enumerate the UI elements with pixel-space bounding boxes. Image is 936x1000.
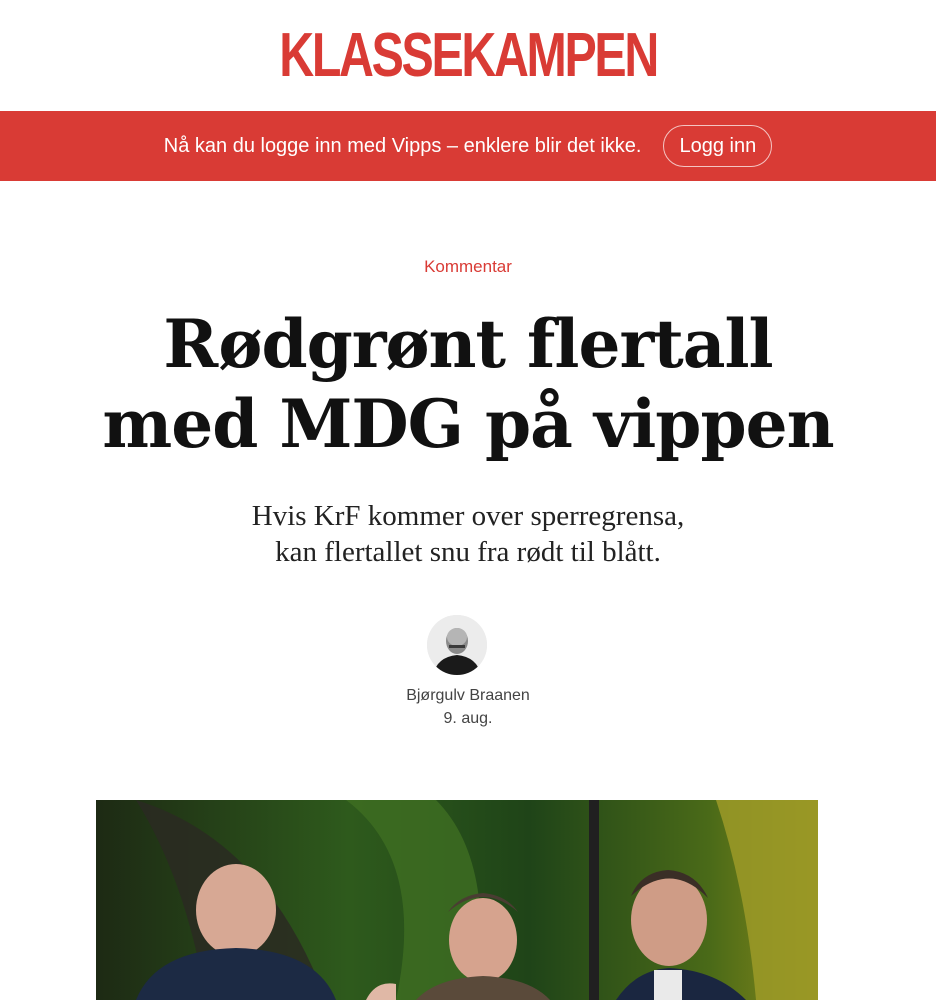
article-headline [0,304,936,464]
login-button[interactable]: Logg inn [663,125,772,167]
standfirst-line-2: kan flertallet snu fra rødt til blått. [275,536,661,568]
hero-image [96,800,818,1000]
site-logo[interactable]: KLASSEKAMPEN [279,20,657,90]
article-kicker[interactable]: Kommentar [424,257,512,276]
author-portrait-icon [427,615,487,675]
article-hero-photo [96,800,818,1000]
banner-message: Nå kan du logge inn med Vipps – enklere blir det ikke. [163,134,642,157]
headline-line-1: Rødgrønt flertall [163,305,773,383]
author-name[interactable]: Bjørgulv Braanen [406,687,530,704]
masthead [0,0,936,111]
headline-line-2: med MDG på vippen [102,385,834,463]
article-standfirst [0,498,936,570]
publish-date: 9. aug. [443,710,493,727]
standfirst-line-1: Hvis KrF kommer over sperregrensa, [251,500,685,532]
login-banner [0,111,936,181]
author-avatar[interactable] [427,615,487,675]
